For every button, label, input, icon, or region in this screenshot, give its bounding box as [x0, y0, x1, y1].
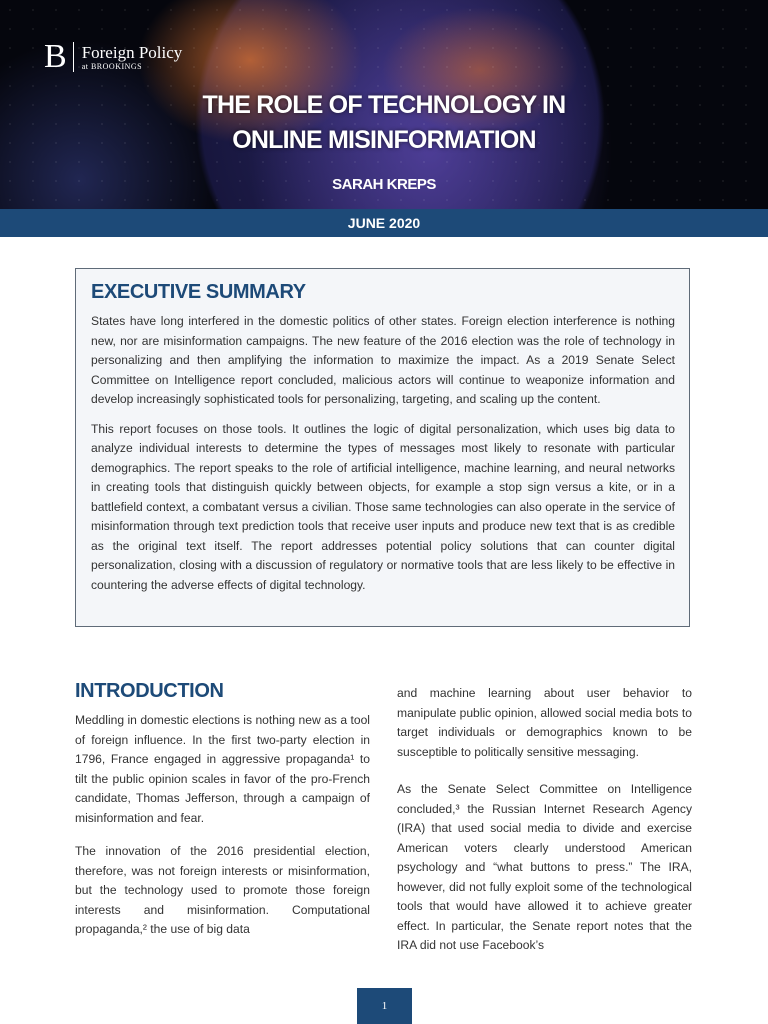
executive-summary-box	[75, 268, 690, 627]
paragraph: and machine learning about user behavior to manipulate public opinion, allowed social media bots to target individuals or demographics known to be susceptible to politically sensitive messaging.	[397, 686, 692, 759]
page-number: 1	[357, 988, 412, 1024]
paragraph: This report focuses on those tools. It outlines the logic of digital personalization, which uses big data to analyze individual interests to determine the types of messages most likely to resonate with particular demographics. The report speaks to the role of artificial intelligence, machine learning, and neural networks in creating tools that distinguish quickly between objects, for example a stop sign versus a kite, or in a battlefield context, a combatant versus a civilian. Those same technologies can also operate in the service of misinformation through text prediction tools that receive user inputs and produce new text that is as credible as the original text itself. The report addresses potential policy solutions that can counter digital personalization, closing with a discussion of regulatory or normative tools that are less likely to be effective in countering the adverse effects of digital technology.	[91, 421, 675, 592]
executive-summary-heading: EXECUTIVE SUMMARY	[91, 281, 306, 303]
author: SARAH KREPS	[332, 176, 436, 193]
paragraph: Meddling in domestic elections is nothing new as a tool of foreign influence. In the first two-party election in 1796, France engaged in aggressive propaganda¹ to tilt the public opinion scales in favor of the pro-French candidate, Thomas Jefferson, through a campaign of misinformation and fear.	[75, 713, 370, 825]
logo-sub: at BROOKINGS	[81, 61, 143, 71]
cover-banner	[0, 0, 768, 209]
paragraph: As the Senate Select Committee on Intelligence concluded,³ the Russian Internet Research Agency (IRA) that used social media to divide and exercise American voters clearly understood American psychology and “what buttons to press.” The IRA, however, did not fully exploit some of the technological tools that would have allowed it to achieve greater effect. In particular, the Senate report notes that the IRA did not use Facebook’s	[397, 782, 692, 952]
title-line-1: THE ROLE OF TECHNOLOGY IN	[202, 91, 566, 119]
logo-name: Foreign Policy	[81, 42, 183, 62]
date-band: JUNE 2020	[0, 209, 768, 237]
introduction-heading: INTRODUCTION	[75, 680, 224, 702]
report-title	[0, 88, 768, 158]
paragraph: The innovation of the 2016 presidential election, therefore, was not foreign interests or misinformation, but the technology used to promote those foreign interests and misinformation. Computational propaganda,² the use of big data	[75, 844, 370, 936]
introduction-right-column	[397, 684, 692, 974]
logo-mark: B	[44, 38, 67, 75]
introduction-left-column	[75, 680, 370, 954]
title-line-2: ONLINE MISINFORMATION	[232, 126, 536, 154]
brookings-logo	[44, 40, 182, 74]
paragraph: States have long interfered in the domestic politics of other states. Foreign election interference is nothing new, nor are misinformation campaigns. The new feature of the 2016 election was the role of technology in personalizing and then amplifying the information to maximize the impact. As a 2019 Senate Select Committee on Intelligence report concluded, malicious actors will continue to weaponize information and develop increasingly sophisticated tools for personalizing, targeting, and scaling up the content.	[91, 314, 675, 406]
logo-divider	[73, 42, 74, 72]
